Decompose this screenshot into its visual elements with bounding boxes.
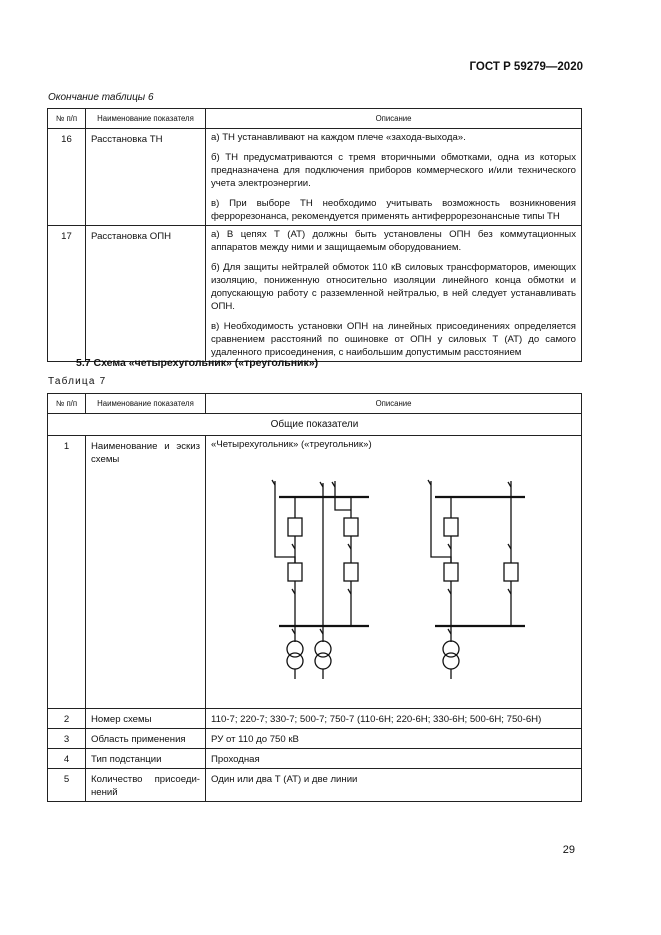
breaker-icon: [288, 563, 302, 581]
group-header-row: [48, 414, 582, 436]
table-7: [47, 393, 582, 802]
row-name-line: схемы: [91, 454, 120, 465]
line-connection: [275, 489, 295, 563]
table-row: [48, 436, 582, 709]
row-description: [206, 226, 582, 362]
table-row: [48, 749, 582, 769]
col-header-name: Наименование показателя: [86, 394, 206, 414]
line-connection: [431, 489, 451, 563]
substation-schematic: [261, 469, 531, 689]
table-row: [48, 769, 582, 802]
table-6: [47, 108, 582, 362]
col-header-num: № п/п: [48, 109, 86, 129]
row-number: 5: [48, 769, 86, 802]
row-name-line: нений: [91, 787, 118, 798]
transformer-icon: [315, 653, 331, 669]
table-row: [48, 729, 582, 749]
transformer-icon: [443, 653, 459, 669]
row-name: [86, 436, 206, 709]
row-description: Проходная: [206, 749, 582, 769]
table-row: [48, 226, 582, 362]
document-code: ГОСТ Р 59279—2020: [469, 61, 583, 73]
row-name-line: Количество присоеди-: [91, 774, 200, 785]
row-name: Тип подстанции: [86, 749, 206, 769]
row-number: 3: [48, 729, 86, 749]
section-title: 5.7 Схема «четырехугольник» («треугольник»): [76, 357, 319, 369]
col-header-desc: Описание: [206, 394, 582, 414]
table-header-row: [48, 109, 582, 129]
breaker-icon: [344, 563, 358, 581]
row-number: 1: [48, 436, 86, 709]
breaker-icon: [444, 518, 458, 536]
col-header-desc: Описание: [206, 109, 582, 129]
description-paragraph: б) ТН предусматриваются с тремя вторичными обмотками, одна из которых предназначена для подключения приборов коммерческого и/или технического учета электроэнергии.: [211, 152, 576, 189]
row-description: Один или два Т (АТ) и две линии: [206, 769, 582, 802]
row-description: РУ от 110 до 750 кВ: [206, 729, 582, 749]
row-name-line: Наименование и эскиз: [91, 441, 200, 452]
description-paragraph: б) Для защиты нейтралей обмоток 110 кВ силовых трансформаторов, имеющих изоляцию, пониженную относительно изоляции линейного конца обмотки и допускающую работу с разземленной нейтралью, в ней следует устанавливать ОПН.: [211, 262, 576, 312]
schematic-title: «Четырехугольник» («треугольник»): [211, 439, 372, 450]
col-header-num: № п/п: [48, 394, 86, 414]
row-name: Расстановка ОПН: [86, 226, 206, 362]
description-paragraph: в) При выборе ТН необходимо учитывать возможность возникновения феррорезонанса, рекомендуется применять антиферрорезонансные типы ТН: [211, 198, 576, 222]
col-header-name: Наименование показателя: [86, 109, 206, 129]
table-7-caption: Таблица 7: [48, 376, 107, 387]
breaker-icon: [344, 518, 358, 536]
breaker-icon: [444, 563, 458, 581]
row-number: 16: [48, 129, 86, 226]
breaker-icon: [504, 563, 518, 581]
description-paragraph: в) Необходимость установки ОПН на линейных присоединениях определяется сравнением расстояний по ошиновке от ОПН у силовых Т (АТ) до самого удаленного присоединения, с наибольшим допустимым расстоянием: [211, 321, 576, 358]
table-row: [48, 129, 582, 226]
table-row: [48, 709, 582, 729]
row-name: Расстановка ТН: [86, 129, 206, 226]
row-name: [86, 769, 206, 802]
page-number: 29: [562, 844, 575, 856]
row-description: 110-7; 220-7; 330-7; 500-7; 750-7 (110-6Н; 220-6Н; 330-6Н; 500-6Н; 750-6Н): [206, 709, 582, 729]
row-description: [206, 129, 582, 226]
triangle-scheme: [428, 480, 525, 679]
row-number: 17: [48, 226, 86, 362]
row-number: 2: [48, 709, 86, 729]
breaker-icon: [288, 518, 302, 536]
quadrangle-scheme: [272, 480, 369, 679]
transformer-icon: [287, 653, 303, 669]
line-connection: [335, 481, 351, 510]
row-description: [206, 436, 582, 709]
description-paragraph: а) ТН устанавливают на каждом плече «захода-выхода».: [211, 132, 466, 143]
table-header-row: [48, 394, 582, 414]
table-6-caption: Окончание таблицы 6: [48, 92, 154, 103]
group-header: Общие показатели: [48, 414, 582, 436]
row-name: Область применения: [86, 729, 206, 749]
description-paragraph: а) В цепях Т (АТ) должны быть установлены ОПН без коммутационных аппаратов между ними и защищаемым оборудованием.: [211, 229, 576, 253]
row-name: Номер схемы: [86, 709, 206, 729]
row-number: 4: [48, 749, 86, 769]
